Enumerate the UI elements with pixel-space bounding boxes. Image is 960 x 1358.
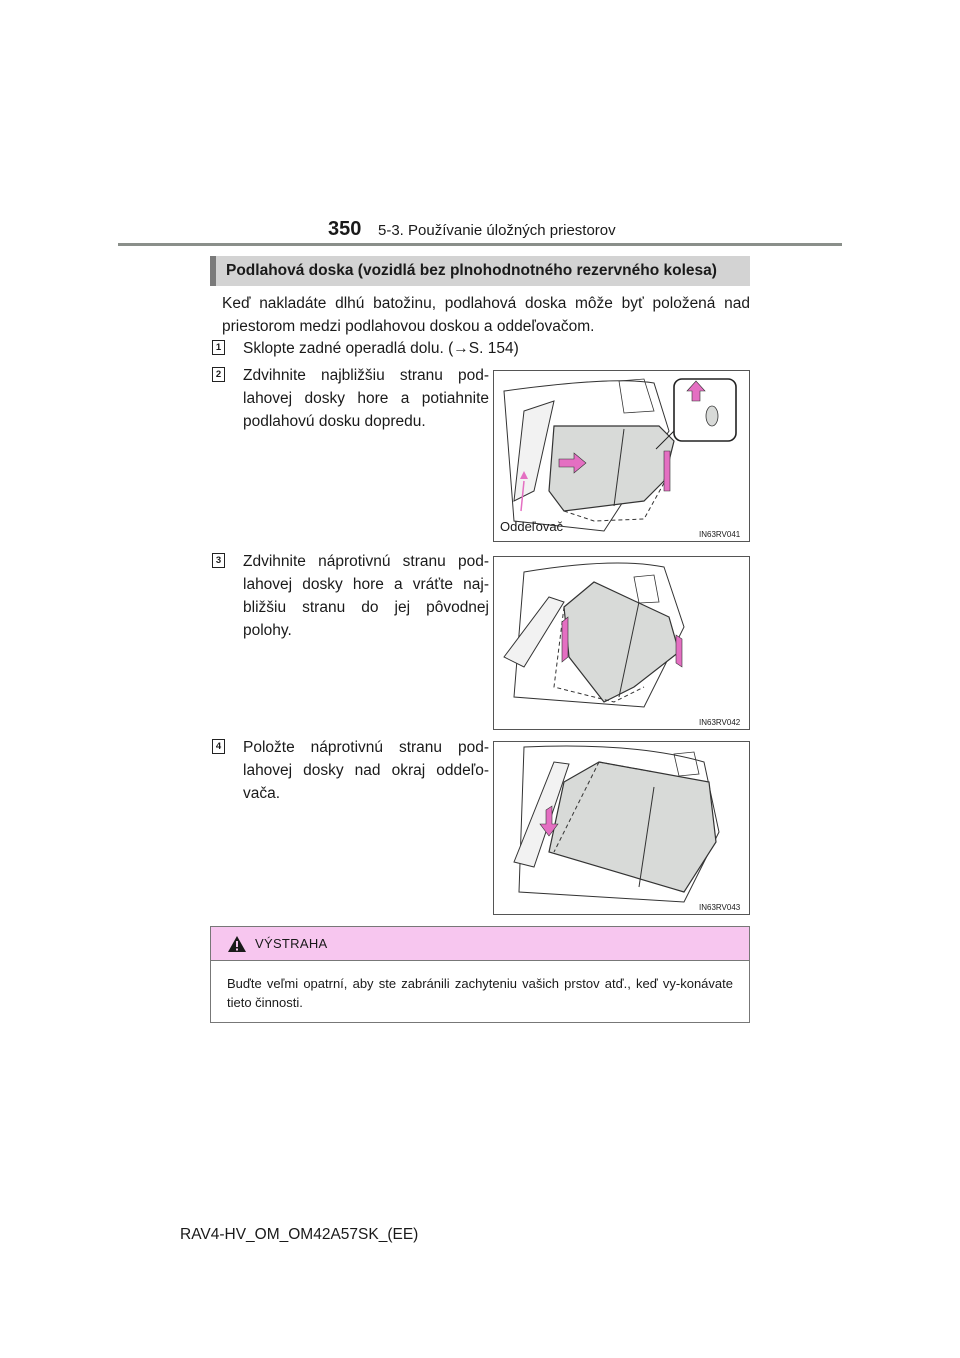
luggage-board-illustration-3 bbox=[494, 557, 749, 729]
document-code: RAV4-HV_OM_OM42A57SK_(EE) bbox=[180, 1226, 419, 1243]
warning-box bbox=[210, 926, 750, 1023]
page-number: 350 bbox=[328, 218, 362, 240]
warning-body: Buďte veľmi opatrní, aby ste zabránili zachyteniu vašich prstov atď., keď vy-konávate tieto činnosti. bbox=[227, 976, 733, 1010]
warning-title: VÝSTRAHA bbox=[255, 936, 328, 951]
luggage-board-illustration-4 bbox=[494, 742, 749, 914]
step-text-3: Zdvihnite náprotivnú stranu pod-lahovej dosky hore a vráťte naj-bližšiu stranu do jej pôvodnej polohy. bbox=[243, 553, 489, 639]
topic-heading: Podlahová doska (vozidlá bez plnohodnotného rezervného kolesa) bbox=[210, 256, 750, 286]
step-text-1: Sklopte zadné operadlá dolu. (→S. 154) bbox=[243, 340, 519, 357]
section-title: 5-3. Používanie úložných priestorov bbox=[378, 222, 616, 239]
figure-code-3: IN63RV042 bbox=[699, 718, 741, 727]
warning-header bbox=[211, 927, 749, 961]
warning-triangle-icon bbox=[227, 935, 247, 953]
step-text-4: Položte náprotivnú stranu pod-lahovej dosky nad okraj oddeľo-vača. bbox=[243, 739, 489, 802]
step-number-3: 3 bbox=[212, 553, 225, 568]
luggage-board-illustration-2 bbox=[494, 371, 749, 541]
figure-code-2: IN63RV041 bbox=[699, 530, 741, 539]
step-text-2: Zdvihnite najbližšiu stranu pod-lahovej dosky hore a potiahnite podlahovú dosku dopredu. bbox=[243, 367, 489, 430]
intro-paragraph: Keď nakladáte dlhú batožinu, podlahová doska môže byť položená nad priestorom medzi podlahovou doskou a oddeľovačom. bbox=[222, 295, 750, 335]
separator-callout: Oddeľovač bbox=[500, 519, 564, 534]
figure-step-3 bbox=[493, 556, 750, 730]
step-number-1: 1 bbox=[212, 340, 225, 355]
figure-step-2 bbox=[493, 370, 750, 542]
figure-step-4 bbox=[493, 741, 750, 915]
figure-code-4: IN63RV043 bbox=[699, 903, 741, 912]
header-rule bbox=[118, 243, 842, 246]
step-number-4: 4 bbox=[212, 739, 225, 754]
step-number-2: 2 bbox=[212, 367, 225, 382]
